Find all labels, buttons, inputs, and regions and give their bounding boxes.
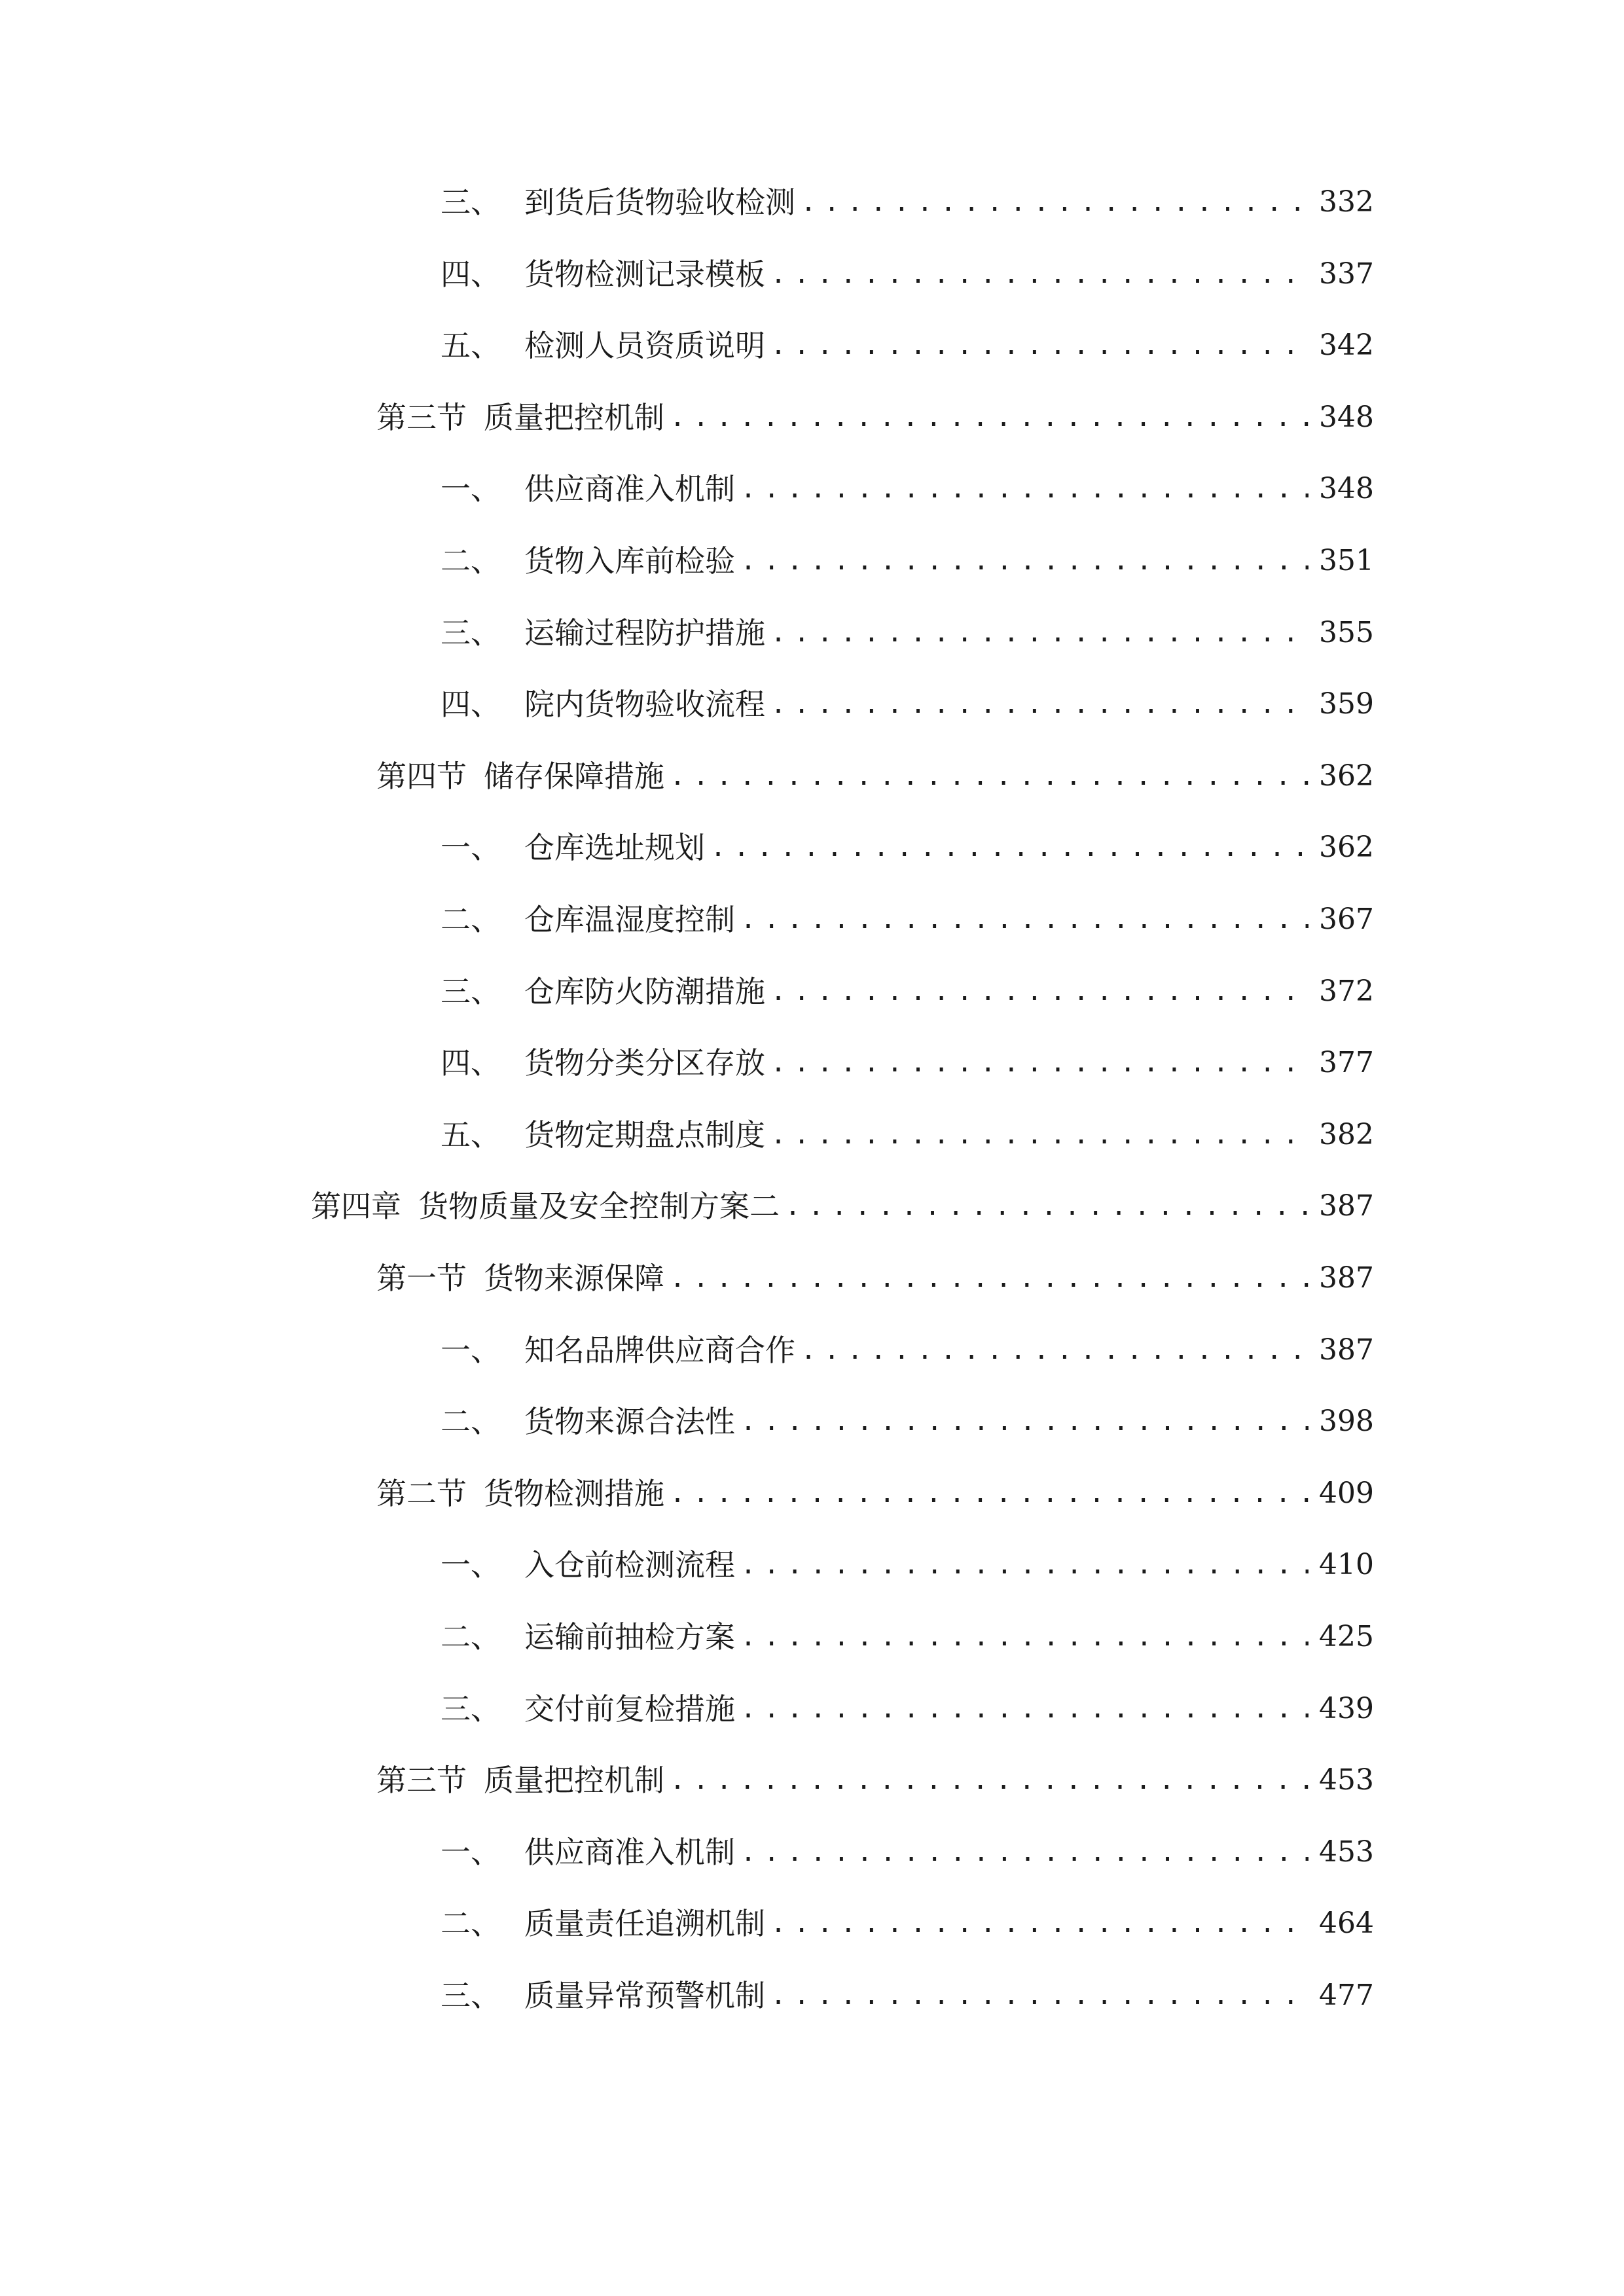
toc-dot-leader [670,1252,1308,1304]
toc-entry[interactable] [311,1180,1374,1232]
toc-entry-page-number: 464 [1319,1907,1374,1940]
toc-entry-title: 入仓前检测流程 [524,1547,735,1583]
toc-dot-leader [740,1395,1308,1448]
toc-dot-leader [770,1037,1308,1089]
toc-entry[interactable] [441,1897,1374,1950]
toc-entry-page-number: 409 [1319,1477,1374,1510]
toc-entry-title: 质量责任追溯机制 [524,1906,765,1941]
toc-dot-leader [740,463,1308,515]
toc-entry-page-number: 337 [1319,257,1374,291]
toc-entry-title: 货物定期盘点制度 [524,1117,765,1153]
toc-entry-title: 供应商准入机制 [524,1835,735,1870]
toc-entry[interactable] [441,248,1374,300]
toc-entry[interactable] [376,1467,1374,1520]
toc-entry-number: 五、 [441,1117,501,1153]
toc-dot-leader [670,750,1308,802]
toc-entry-number: 二、 [441,902,501,937]
toc-entry-title: 交付前复检措施 [524,1691,735,1727]
toc-entry-number: 三、 [441,615,501,651]
toc-entry-page-number: 387 [1319,1189,1374,1223]
toc-dot-leader [670,391,1308,444]
toc-entry-number: 四、 [441,687,501,722]
toc-entry-number: 一、 [441,1547,501,1583]
toc-dot-leader [785,1180,1308,1232]
toc-entry-page-number: 372 [1319,975,1374,1008]
toc-entry-number: 二、 [441,1404,501,1439]
toc-entry[interactable] [441,965,1374,1018]
toc-entry-number: 三、 [441,1691,501,1727]
toc-entry-title: 仓库选址规划 [524,830,705,865]
toc-entry-page-number: 382 [1319,1118,1374,1151]
toc-entry-page-number: 477 [1319,1979,1374,2012]
toc-dot-leader [740,1611,1308,1663]
toc-entry-title: 货物质量及安全控制方案二 [418,1189,780,1224]
toc-dot-leader [670,1467,1308,1520]
toc-dot-leader [740,1683,1308,1735]
toc-entry-title: 货物检测措施 [484,1476,664,1511]
toc-entry-number: 一、 [441,471,501,507]
toc-dot-leader [770,678,1308,730]
toc-entry[interactable] [441,1826,1374,1878]
toc-dot-leader [740,1539,1308,1591]
toc-entry-title: 货物检测记录模板 [524,257,765,292]
toc-entry[interactable] [441,1611,1374,1663]
toc-entry[interactable] [376,750,1374,802]
toc-entry[interactable] [441,678,1374,730]
toc-entry-number: 二、 [441,1619,501,1655]
toc-entry-page-number: 332 [1319,185,1374,219]
toc-entry[interactable] [441,1109,1374,1161]
toc-entry-title: 供应商准入机制 [524,471,735,507]
toc-dot-leader [801,176,1308,228]
toc-entry-title: 仓库温湿度控制 [524,902,735,937]
toc-entry-number: 第四章 [311,1189,401,1224]
toc-entry[interactable] [441,893,1374,946]
toc-entry-page-number: 387 [1319,1261,1374,1295]
toc-entry-number: 二、 [441,1906,501,1941]
toc-entry[interactable] [376,1754,1374,1806]
toc-entry-number: 三、 [441,185,501,220]
toc-dot-leader [770,1969,1308,2022]
toc-entry[interactable] [441,1395,1374,1448]
toc-entry-number: 第三节 [376,400,467,435]
toc-entry-number: 第二节 [376,1476,467,1511]
toc-entry-title: 质量异常预警机制 [524,1978,765,2013]
toc-entry-page-number: 362 [1319,759,1374,793]
toc-dot-leader [770,1109,1308,1161]
toc-entry-number: 第一节 [376,1261,467,1296]
toc-entry-page-number: 355 [1319,616,1374,649]
toc-entry-title: 院内货物验收流程 [524,687,765,722]
toc-entry[interactable] [441,1539,1374,1591]
toc-entry-title: 检测人员资质说明 [524,328,765,363]
toc-dot-leader [770,319,1308,372]
toc-entry-number: 四、 [441,257,501,292]
toc-entry-number: 一、 [441,1333,501,1368]
toc-entry-page-number: 387 [1319,1333,1374,1367]
toc-entry[interactable] [441,535,1374,587]
toc-entry[interactable] [441,1683,1374,1735]
toc-entry-title: 到货后货物验收检测 [524,185,795,220]
toc-dot-leader [740,1826,1308,1878]
toc-entry[interactable] [441,176,1374,228]
toc-entry-title: 仓库防火防潮措施 [524,974,765,1009]
toc-entry-title: 运输前抽检方案 [524,1619,735,1655]
toc-dot-leader [670,1754,1308,1806]
toc-entry-number: 五、 [441,328,501,363]
toc-entry-title: 质量把控机制 [484,400,664,435]
toc-entry-page-number: 439 [1319,1692,1374,1725]
toc-dot-leader [770,607,1308,659]
toc-entry-number: 一、 [441,1835,501,1870]
toc-entry[interactable] [441,821,1374,874]
toc-entry-number: 三、 [441,1978,501,2013]
toc-entry-page-number: 351 [1319,544,1374,577]
toc-entry-page-number: 348 [1319,472,1374,505]
toc-entry[interactable] [441,463,1374,515]
toc-entry-number: 四、 [441,1045,501,1081]
toc-entry-title: 货物来源合法性 [524,1404,735,1439]
toc-entry-page-number: 453 [1319,1763,1374,1797]
toc-entry-title: 储存保障措施 [484,759,664,794]
toc-dot-leader [710,821,1308,874]
toc-entry-title: 质量把控机制 [484,1763,664,1798]
toc-entry-page-number: 453 [1319,1835,1374,1869]
toc-entry-title: 货物入库前检验 [524,543,735,579]
toc-dot-leader [770,1897,1308,1950]
toc-dot-leader [801,1324,1308,1376]
toc-entry-page-number: 348 [1319,401,1374,434]
toc-entry-page-number: 398 [1319,1405,1374,1438]
toc-dot-leader [770,248,1308,300]
toc-entry-number: 二、 [441,543,501,579]
toc-dot-leader [740,893,1308,946]
toc-entry-page-number: 342 [1319,329,1374,362]
toc-entry[interactable] [376,1252,1374,1304]
toc-entry[interactable] [441,607,1374,659]
toc-entry-number: 一、 [441,830,501,865]
toc-entry-title: 运输过程防护措施 [524,615,765,651]
toc-entry-page-number: 359 [1319,687,1374,721]
toc-entry-page-number: 362 [1319,831,1374,864]
toc-entry-number: 三、 [441,974,501,1009]
toc-entry[interactable] [441,1324,1374,1376]
toc-dot-leader [770,965,1308,1018]
toc-entry[interactable] [441,1969,1374,2022]
toc-entry-number: 第四节 [376,759,467,794]
toc-entry-number: 第三节 [376,1763,467,1798]
toc-entry-page-number: 410 [1319,1548,1374,1581]
toc-entry-page-number: 367 [1319,903,1374,936]
toc-entry-title: 知名品牌供应商合作 [524,1333,795,1368]
toc-entry[interactable] [441,319,1374,372]
toc-entry-page-number: 425 [1319,1620,1374,1653]
toc-entry[interactable] [376,391,1374,444]
toc-entry-title: 货物来源保障 [484,1261,664,1296]
toc-entry-page-number: 377 [1319,1046,1374,1079]
toc-entry[interactable] [441,1037,1374,1089]
toc-entry-title: 货物分类分区存放 [524,1045,765,1081]
toc-dot-leader [740,535,1308,587]
